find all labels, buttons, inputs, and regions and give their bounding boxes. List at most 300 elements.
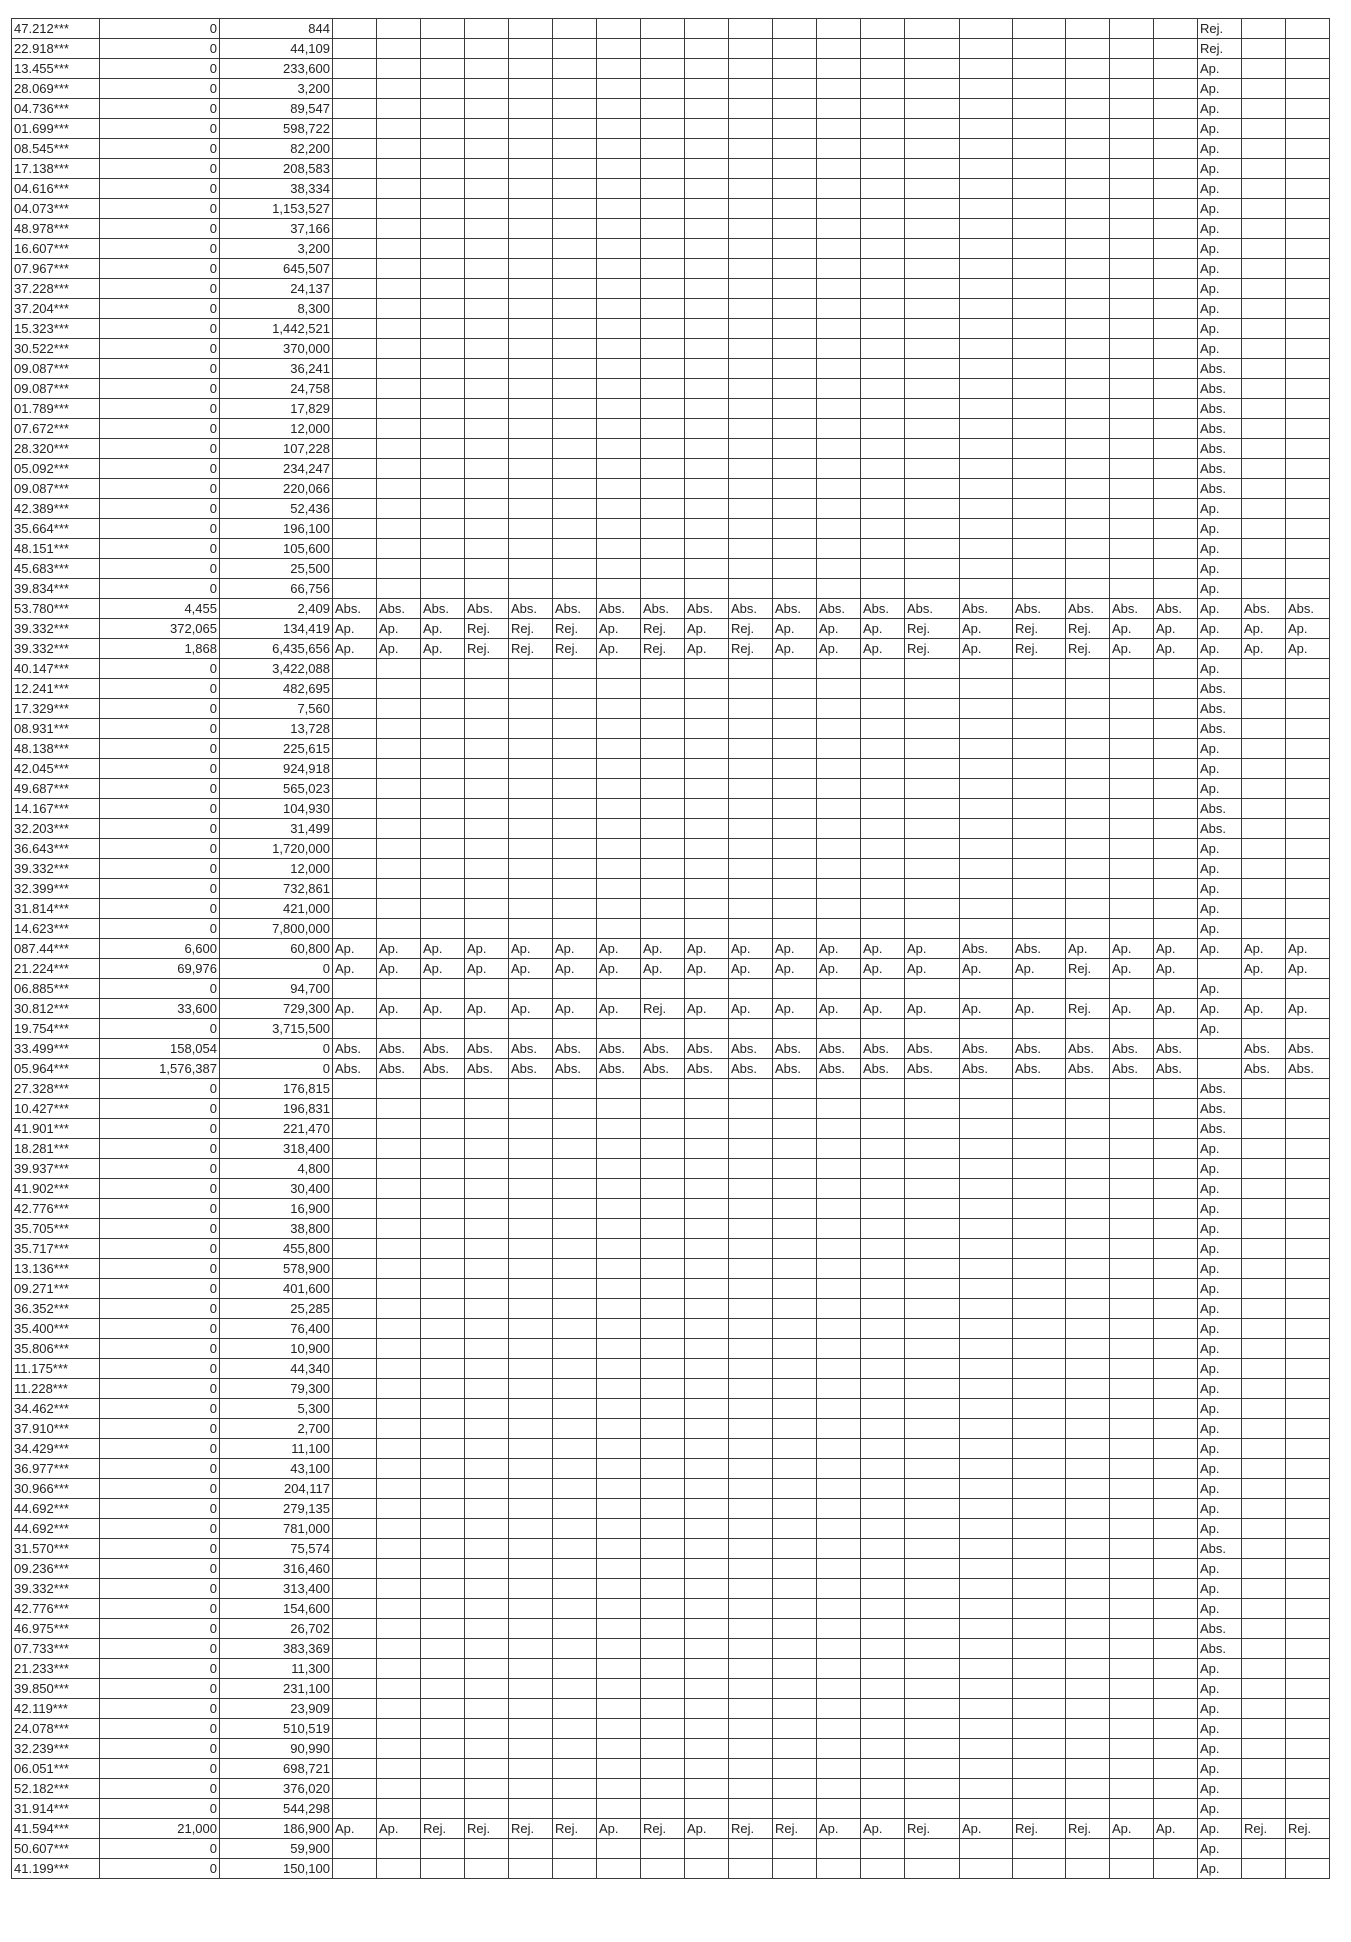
vote-cell	[377, 199, 421, 219]
vote-cell	[1286, 1419, 1330, 1439]
vote-cell	[905, 1159, 960, 1179]
vote-cell	[1154, 799, 1198, 819]
vote-cell	[377, 439, 421, 459]
vote-cell	[729, 1599, 773, 1619]
vote-cell	[509, 979, 553, 999]
vote-cell	[1154, 1319, 1198, 1339]
vote-cell: Ap.	[1198, 179, 1242, 199]
vote-cell	[1242, 119, 1286, 139]
vote-cell	[1286, 1459, 1330, 1479]
vote-cell	[817, 1619, 861, 1639]
vote-cell	[553, 699, 597, 719]
vote-cell	[377, 779, 421, 799]
vote-cell	[421, 1299, 465, 1319]
table-row	[12, 759, 1330, 779]
vote-cell	[729, 439, 773, 459]
vote-cell	[817, 1259, 861, 1279]
vote-cell	[905, 1319, 960, 1339]
vote-cell	[333, 239, 377, 259]
vote-cell	[377, 19, 421, 39]
vote-cell	[960, 1179, 1013, 1199]
vote-cell	[597, 1439, 641, 1459]
table-row	[12, 719, 1330, 739]
vote-cell	[1066, 279, 1110, 299]
vote-cell	[1242, 279, 1286, 299]
vote-cell	[685, 99, 729, 119]
vote-cell	[333, 1639, 377, 1659]
vote-cell	[1286, 659, 1330, 679]
vote-cell	[861, 1719, 905, 1739]
vote-cell: Ap.	[1198, 1659, 1242, 1679]
vote-cell	[377, 399, 421, 419]
vote-cell	[421, 199, 465, 219]
vote-cell: Abs.	[1198, 1099, 1242, 1119]
vote-cell	[905, 1439, 960, 1459]
vote-cell	[1110, 799, 1154, 819]
vote-cell	[729, 1679, 773, 1699]
id-cell: 35.806***	[12, 1339, 100, 1359]
vote-cell	[729, 799, 773, 819]
id-cell: 01.789***	[12, 399, 100, 419]
vote-cell	[597, 239, 641, 259]
vote-cell: Abs.	[1066, 599, 1110, 619]
vote-cell	[1110, 1759, 1154, 1779]
vote-cell	[729, 59, 773, 79]
id-cell: 48.978***	[12, 219, 100, 239]
vote-cell: Rej.	[1198, 19, 1242, 39]
vote-cell	[553, 579, 597, 599]
vote-cell	[1154, 1719, 1198, 1739]
vote-cell	[641, 239, 685, 259]
vote-cell: Ap.	[1198, 1579, 1242, 1599]
vote-cell	[597, 399, 641, 419]
vote-cell	[685, 59, 729, 79]
vote-cell	[861, 1159, 905, 1179]
vote-cell: Ap.	[960, 619, 1013, 639]
vote-cell	[729, 1299, 773, 1319]
vote-cell	[1066, 519, 1110, 539]
vote-cell	[685, 1019, 729, 1039]
vote-cell	[685, 119, 729, 139]
vote-cell	[377, 1539, 421, 1559]
id-cell: 46.975***	[12, 1619, 100, 1639]
vote-cell	[465, 1599, 509, 1619]
amount-cell: 455,800	[220, 1239, 333, 1259]
shares-cell: 0	[100, 1759, 220, 1779]
vote-cell	[685, 499, 729, 519]
vote-cell	[960, 1619, 1013, 1639]
vote-cell	[1013, 1399, 1066, 1419]
vote-cell: Abs.	[773, 1039, 817, 1059]
table-row	[12, 999, 1330, 1019]
vote-cell	[1154, 1599, 1198, 1619]
vote-cell	[641, 1359, 685, 1379]
vote-cell	[685, 719, 729, 739]
table-row	[12, 1479, 1330, 1499]
vote-cell	[817, 1019, 861, 1039]
vote-cell	[421, 719, 465, 739]
vote-cell	[905, 99, 960, 119]
vote-cell	[377, 419, 421, 439]
vote-cell	[817, 1279, 861, 1299]
vote-cell: Ap.	[861, 959, 905, 979]
vote-cell	[509, 1219, 553, 1239]
vote-cell	[333, 419, 377, 439]
vote-cell	[773, 59, 817, 79]
vote-cell	[685, 1479, 729, 1499]
vote-cell	[729, 579, 773, 599]
vote-cell	[1110, 1099, 1154, 1119]
vote-cell	[421, 679, 465, 699]
vote-cell	[861, 1079, 905, 1099]
vote-cell	[333, 1399, 377, 1419]
vote-cell	[465, 919, 509, 939]
vote-cell	[1110, 1159, 1154, 1179]
vote-cell: Ap.	[1198, 1219, 1242, 1239]
vote-cell	[905, 359, 960, 379]
vote-cell	[509, 339, 553, 359]
vote-cell: Ap.	[685, 639, 729, 659]
vote-cell	[377, 1639, 421, 1659]
table-row	[12, 1559, 1330, 1579]
vote-cell	[861, 1759, 905, 1779]
vote-cell	[817, 719, 861, 739]
vote-cell	[817, 1099, 861, 1119]
vote-cell	[1110, 1399, 1154, 1419]
vote-cell	[1286, 1359, 1330, 1379]
vote-cell	[553, 1479, 597, 1499]
vote-cell	[1066, 1079, 1110, 1099]
vote-cell	[1242, 1779, 1286, 1799]
vote-cell	[377, 179, 421, 199]
id-cell: 48.151***	[12, 539, 100, 559]
amount-cell: 75,574	[220, 1539, 333, 1559]
vote-cell	[641, 1619, 685, 1639]
vote-cell	[1110, 399, 1154, 419]
table-row	[12, 919, 1330, 939]
vote-cell	[509, 759, 553, 779]
vote-cell: Ap.	[509, 999, 553, 1019]
vote-cell	[1154, 1739, 1198, 1759]
vote-cell	[685, 1119, 729, 1139]
vote-cell	[685, 19, 729, 39]
vote-cell	[553, 1399, 597, 1419]
vote-cell: Rej.	[1013, 639, 1066, 659]
amount-cell: 401,600	[220, 1279, 333, 1299]
vote-cell	[509, 19, 553, 39]
vote-cell	[1110, 259, 1154, 279]
vote-cell	[817, 79, 861, 99]
vote-cell	[377, 279, 421, 299]
vote-cell	[377, 259, 421, 279]
vote-cell	[597, 559, 641, 579]
vote-cell	[1286, 759, 1330, 779]
vote-cell	[421, 1779, 465, 1799]
vote-cell	[1154, 1279, 1198, 1299]
vote-cell	[1013, 1079, 1066, 1099]
vote-cell	[685, 259, 729, 279]
vote-cell	[1066, 499, 1110, 519]
table-row	[12, 199, 1330, 219]
vote-cell	[377, 479, 421, 499]
vote-cell	[333, 1019, 377, 1039]
vote-cell	[729, 279, 773, 299]
vote-cell	[597, 259, 641, 279]
vote-cell: Ap.	[1154, 639, 1198, 659]
vote-cell	[1110, 1779, 1154, 1799]
vote-cell	[861, 1239, 905, 1259]
amount-cell: 59,900	[220, 1839, 333, 1859]
vote-cell	[905, 1379, 960, 1399]
vote-cell: Abs.	[641, 599, 685, 619]
vote-cell: Abs.	[1286, 599, 1330, 619]
table-row	[12, 1279, 1330, 1299]
shares-cell: 0	[100, 1099, 220, 1119]
vote-cell	[597, 1219, 641, 1239]
amount-cell: 36,241	[220, 359, 333, 379]
vote-cell	[1286, 1499, 1330, 1519]
vote-cell	[333, 1699, 377, 1719]
id-cell: 11.228***	[12, 1379, 100, 1399]
vote-cell	[377, 1179, 421, 1199]
vote-cell	[1066, 1299, 1110, 1319]
vote-cell: Ap.	[1198, 839, 1242, 859]
vote-cell	[597, 119, 641, 139]
id-cell: 30.966***	[12, 1479, 100, 1499]
vote-cell	[861, 379, 905, 399]
vote-cell	[817, 559, 861, 579]
table-row	[12, 499, 1330, 519]
vote-cell	[817, 1179, 861, 1199]
vote-cell	[685, 1779, 729, 1799]
table-row	[12, 419, 1330, 439]
amount-cell: 7,800,000	[220, 919, 333, 939]
table-row	[12, 839, 1330, 859]
vote-cell	[1110, 1299, 1154, 1319]
vote-cell	[1154, 119, 1198, 139]
vote-cell	[1066, 539, 1110, 559]
vote-cell	[465, 39, 509, 59]
vote-cell	[905, 539, 960, 559]
vote-cell: Ap.	[861, 999, 905, 1019]
vote-cell	[1110, 1079, 1154, 1099]
vote-cell	[597, 1279, 641, 1299]
vote-cell	[553, 1439, 597, 1459]
vote-cell	[773, 1559, 817, 1579]
vote-cell: Abs.	[960, 599, 1013, 619]
vote-cell	[421, 59, 465, 79]
id-cell: 21.233***	[12, 1659, 100, 1679]
vote-cell	[509, 839, 553, 859]
vote-cell	[377, 219, 421, 239]
vote-cell	[421, 879, 465, 899]
vote-cell	[553, 59, 597, 79]
vote-cell: Ap.	[421, 959, 465, 979]
vote-cell	[1198, 1039, 1242, 1059]
amount-cell: 0	[220, 959, 333, 979]
vote-cell	[1110, 1539, 1154, 1559]
table-row	[12, 1239, 1330, 1259]
vote-cell: Ap.	[1242, 639, 1286, 659]
vote-cell	[817, 1599, 861, 1619]
vote-cell	[773, 279, 817, 299]
vote-cell	[597, 1399, 641, 1419]
vote-cell	[773, 1259, 817, 1279]
vote-cell	[421, 759, 465, 779]
vote-cell	[597, 819, 641, 839]
vote-cell	[553, 1839, 597, 1859]
vote-cell	[377, 1139, 421, 1159]
vote-cell	[729, 759, 773, 779]
vote-cell	[421, 1479, 465, 1499]
vote-cell	[377, 59, 421, 79]
shares-cell: 0	[100, 79, 220, 99]
amount-cell: 234,247	[220, 459, 333, 479]
vote-cell	[773, 1299, 817, 1319]
vote-cell	[377, 1839, 421, 1859]
table-row	[12, 1759, 1330, 1779]
vote-cell: Rej.	[1066, 639, 1110, 659]
vote-cell	[685, 439, 729, 459]
vote-cell: Abs.	[377, 1039, 421, 1059]
vote-cell	[1286, 399, 1330, 419]
vote-cell	[817, 1739, 861, 1759]
shares-cell: 0	[100, 379, 220, 399]
vote-cell: Rej.	[465, 1819, 509, 1839]
vote-cell	[465, 1719, 509, 1739]
vote-cell	[377, 379, 421, 399]
vote-cell	[861, 1139, 905, 1159]
vote-cell	[421, 459, 465, 479]
id-cell: 40.147***	[12, 659, 100, 679]
vote-cell	[685, 1599, 729, 1619]
vote-cell: Ap.	[1198, 1419, 1242, 1439]
vote-cell	[905, 79, 960, 99]
vote-cell	[553, 1859, 597, 1879]
vote-cell	[1066, 699, 1110, 719]
vote-cell	[729, 119, 773, 139]
vote-cell	[465, 879, 509, 899]
vote-cell	[960, 79, 1013, 99]
table-row	[12, 1139, 1330, 1159]
vote-cell	[509, 1479, 553, 1499]
id-cell: 50.607***	[12, 1839, 100, 1859]
vote-cell	[1066, 339, 1110, 359]
vote-cell	[465, 1579, 509, 1599]
vote-cell	[1242, 1099, 1286, 1119]
vote-cell	[817, 1439, 861, 1459]
vote-cell	[861, 839, 905, 859]
vote-cell	[465, 699, 509, 719]
shares-cell: 0	[100, 1519, 220, 1539]
vote-cell: Ap.	[960, 639, 1013, 659]
vote-cell	[333, 1539, 377, 1559]
vote-cell	[553, 319, 597, 339]
shares-cell: 0	[100, 539, 220, 559]
vote-cell	[1066, 1839, 1110, 1859]
id-cell: 44.692***	[12, 1499, 100, 1519]
vote-cell	[377, 1159, 421, 1179]
vote-cell	[377, 679, 421, 699]
vote-cell	[421, 159, 465, 179]
vote-cell: Ap.	[1198, 1799, 1242, 1819]
vote-cell	[333, 1659, 377, 1679]
vote-cell: Ap.	[333, 959, 377, 979]
vote-cell	[817, 439, 861, 459]
vote-cell	[1286, 1239, 1330, 1259]
vote-cell	[509, 1439, 553, 1459]
vote-cell	[1286, 1379, 1330, 1399]
vote-cell	[905, 1099, 960, 1119]
vote-cell	[1286, 59, 1330, 79]
vote-cell	[377, 1439, 421, 1459]
vote-cell	[333, 399, 377, 419]
vote-cell	[1286, 1019, 1330, 1039]
vote-cell	[1110, 339, 1154, 359]
amount-cell: 3,422,088	[220, 659, 333, 679]
vote-cell	[685, 879, 729, 899]
vote-cell: Ap.	[333, 999, 377, 1019]
id-cell: 14.167***	[12, 799, 100, 819]
vote-cell	[597, 1639, 641, 1659]
vote-cell	[377, 1759, 421, 1779]
id-cell: 13.455***	[12, 59, 100, 79]
shares-cell: 0	[100, 759, 220, 779]
vote-cell: Ap.	[1198, 1759, 1242, 1779]
vote-cell	[905, 1479, 960, 1499]
vote-cell	[1066, 1099, 1110, 1119]
vote-cell	[960, 1219, 1013, 1239]
vote-cell	[1286, 1699, 1330, 1719]
id-cell: 39.850***	[12, 1679, 100, 1699]
vote-cell	[1110, 1679, 1154, 1699]
vote-cell	[597, 1479, 641, 1499]
vote-cell	[685, 1679, 729, 1699]
vote-cell: Ap.	[1198, 499, 1242, 519]
vote-cell	[773, 299, 817, 319]
vote-cell	[773, 1219, 817, 1239]
vote-cell	[685, 1759, 729, 1779]
vote-cell	[1110, 1579, 1154, 1599]
vote-cell	[1066, 1719, 1110, 1739]
vote-cell	[960, 439, 1013, 459]
vote-cell	[509, 679, 553, 699]
shares-cell: 0	[100, 219, 220, 239]
amount-cell: 5,300	[220, 1399, 333, 1419]
vote-cell	[641, 1799, 685, 1819]
vote-cell	[905, 319, 960, 339]
amount-cell: 8,300	[220, 299, 333, 319]
vote-cell	[905, 759, 960, 779]
vote-cell	[465, 499, 509, 519]
vote-cell	[1242, 1199, 1286, 1219]
id-cell: 32.399***	[12, 879, 100, 899]
vote-cell: Rej.	[553, 1819, 597, 1839]
vote-cell: Abs.	[861, 599, 905, 619]
vote-cell	[773, 1479, 817, 1499]
vote-cell	[1242, 1599, 1286, 1619]
vote-cell	[333, 219, 377, 239]
vote-cell	[1013, 59, 1066, 79]
vote-cell	[1154, 1519, 1198, 1539]
vote-cell	[773, 1519, 817, 1539]
table-row	[12, 1359, 1330, 1379]
vote-cell	[905, 1359, 960, 1379]
vote-cell	[553, 1619, 597, 1639]
vote-cell	[1286, 179, 1330, 199]
vote-cell	[729, 1219, 773, 1239]
id-cell: 04.073***	[12, 199, 100, 219]
